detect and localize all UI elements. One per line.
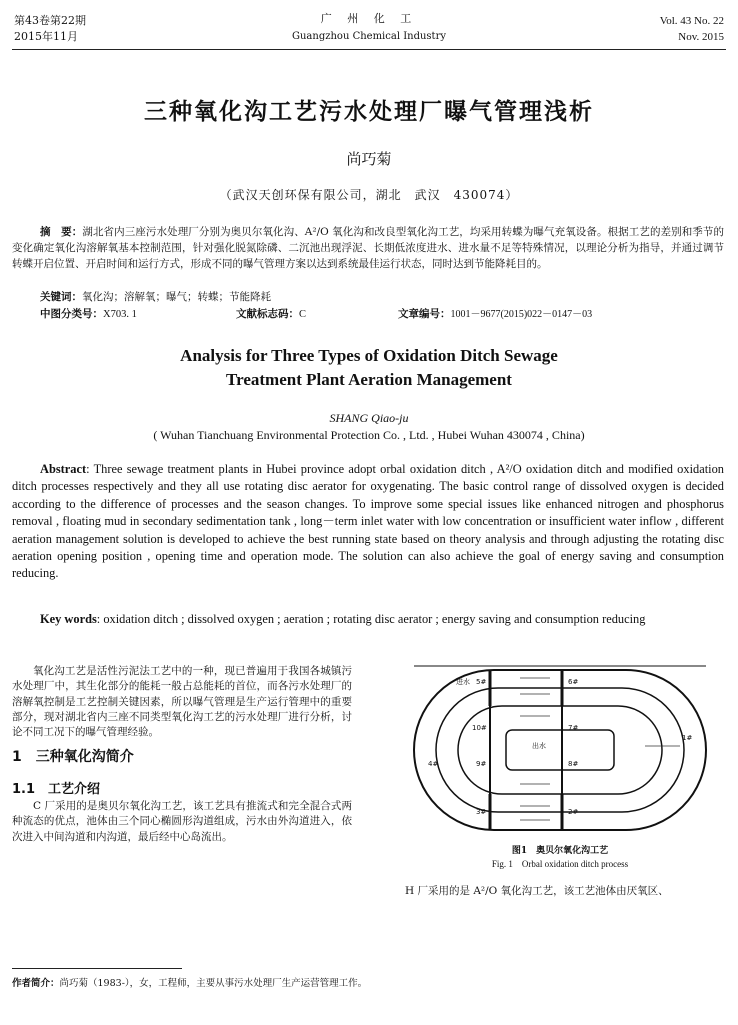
label-2: 2# bbox=[568, 808, 579, 816]
footnote-rule bbox=[12, 968, 182, 969]
abstract-cn-label: 摘 要： bbox=[40, 226, 83, 238]
volume-en: Vol. 43 No. 22 bbox=[659, 15, 724, 27]
label-3: 3# bbox=[476, 808, 487, 816]
classification-row bbox=[40, 306, 720, 322]
figure-caption-cn: 图1 奥贝尔氧化沟工艺 bbox=[511, 846, 609, 856]
author-cn: 尚巧菊 bbox=[346, 150, 392, 168]
orbal-ditch-figure bbox=[410, 664, 710, 836]
label-7: 7# bbox=[568, 724, 579, 732]
label-6: 6# bbox=[568, 678, 579, 686]
doc-code-value: C bbox=[299, 309, 307, 320]
keywords-cn-text: 氧化沟；溶解氧；曝气；转蝶；节能降耗 bbox=[82, 291, 271, 303]
figure-caption-en: Fig. 1 Orbal oxidation ditch process bbox=[491, 859, 629, 869]
label-8: 8# bbox=[568, 760, 579, 768]
abstract-cn-text: 湖北省内三座污水处理厂分别为奥贝尔氧化沟、A²/O 氧化沟和改良型氧化沟工艺，均采用转蝶为曝气充氧设备。根据工艺的差别和季节的变化确定氧化沟溶解氧基本控制范围，针对强化脱氮除磷、二沉池出现浮泥、长期低浓度进水、进水量不足等特殊情况，以理论分析为指导，并通过调节转蝶开启位置、开启时间和运行方式，形成不同的曝气管理方案以达到系统最佳运行状态，同时达到节能降耗目的。 bbox=[12, 226, 724, 270]
middle-inner-wall bbox=[458, 706, 662, 794]
paragraph-h-plant: H 厂采用的是 A²/O 氧化沟工艺，该工艺池体由厌氧区、 bbox=[405, 885, 669, 897]
date-cn: 2015年11月 bbox=[14, 30, 78, 43]
title-cn: 三种氧化沟工艺污水处理厂曝气管理浅析 bbox=[144, 99, 594, 125]
journal-name-cn: 广 州 化 工 bbox=[320, 12, 418, 25]
author-en: SHANG Qiao-ju bbox=[329, 411, 409, 425]
abstract-en-text: : Three sewage treatment plants in Hubei province adopt orbal oxidation ditch , A²/O oxidation ditch and modified oxidation ditch processes respectively and they all use rotating disc aerator for oxygenating. The basic control range of dissolved oxygen is decided according to the difference of processes and the season changes. To improve some special issues like enhanced nitrogen and phosphorus removal , floating mud in secondary sedimentation tank , long－term inlet water with low concentration or insufficient water inflow , different aeration management solution is developed to achieve the best running state based on theory analysis and through adjusting the rotating disc aeration opening position , opening time and operation mode. The solution can also achieve the goal of energy saving and consumption reducing. bbox=[12, 462, 724, 581]
title-en-line2: Treatment Plant Aeration Management bbox=[226, 370, 512, 389]
author-bio-text: 尚巧菊（1983-），女，工程师，主要从事污水处理厂生产运营管理工作。 bbox=[59, 978, 368, 989]
title-en-line1: Analysis for Three Types of Oxidation Ditch Sewage bbox=[180, 346, 558, 365]
label-9: 9# bbox=[476, 760, 487, 768]
article-number-value: 1001－9677(2015)022－0147－03 bbox=[450, 309, 593, 320]
clc-label: 中图分类号： bbox=[40, 308, 103, 320]
keywords-en-label: Key words bbox=[40, 612, 97, 626]
abstract-en-label: Abstract bbox=[40, 462, 87, 476]
paragraph-c-plant: C 厂采用的是奥贝尔氧化沟工艺，该工艺具有推流式和完全混合式两种流态的优点，池体由三个同心椭圆形沟道组成，污水由外沟道进入，依次进入中间沟道和内沟道，最后经中心岛流出。 bbox=[12, 800, 352, 843]
keywords-cn-label: 关键词： bbox=[40, 291, 82, 303]
article-number-label: 文章编号： bbox=[398, 308, 451, 320]
doc-code-label: 文献标志码： bbox=[236, 308, 299, 320]
volume-cn: 第43卷第22期 bbox=[14, 14, 86, 27]
central-island bbox=[506, 730, 614, 770]
header-rule bbox=[12, 49, 726, 50]
clc-value: X703. 1 bbox=[103, 309, 137, 320]
author-bio bbox=[12, 975, 724, 989]
keywords-en-text: : oxidation ditch ; dissolved oxygen ; aeration ; rotating disc aerator ; energy saving and consumption reducing bbox=[96, 612, 646, 626]
intro-paragraph: 氧化沟工艺是活性污泥法工艺中的一种，现已普遍用于我国各城镇污水处理厂中，其生化部分的能耗一般占总能耗的首位，而各污水处理厂的溶解氧控制是工艺控制关键因素，所以曝气管理是生产运行管理中的重要部分，现对湖北省内三座不同类型氧化沟工艺的污水处理厂进行分析，讨论不同工况下的曝气管理经验。 bbox=[12, 665, 352, 739]
affiliation-en: ( Wuhan Tianchuang Environmental Protection Co. , Ltd. , Hubei Wuhan 430074 , China) bbox=[153, 428, 585, 442]
label-inlet: 进水 bbox=[456, 678, 470, 686]
author-bio-label: 作者简介： bbox=[12, 978, 60, 989]
section-heading-1: 1 三种氧化沟简介 bbox=[12, 749, 134, 765]
label-4: 4# bbox=[428, 760, 439, 768]
label-10: 10# bbox=[472, 724, 487, 732]
keywords-cn bbox=[40, 289, 720, 305]
label-1: 1# bbox=[682, 734, 693, 742]
keywords-en bbox=[12, 611, 724, 628]
section-heading-1-1: 1.1 工艺介绍 bbox=[12, 782, 101, 797]
abstract-cn bbox=[12, 224, 724, 272]
abstract-en bbox=[12, 461, 724, 583]
date-en: Nov. 2015 bbox=[678, 31, 724, 43]
journal-name-en: Guangzhou Chemical Industry bbox=[291, 31, 447, 42]
label-5: 5# bbox=[476, 678, 487, 686]
affiliation-cn: （武汉天创环保有限公司，湖北 武汉 430074） bbox=[219, 188, 519, 202]
label-outlet: 出水 bbox=[532, 742, 546, 750]
